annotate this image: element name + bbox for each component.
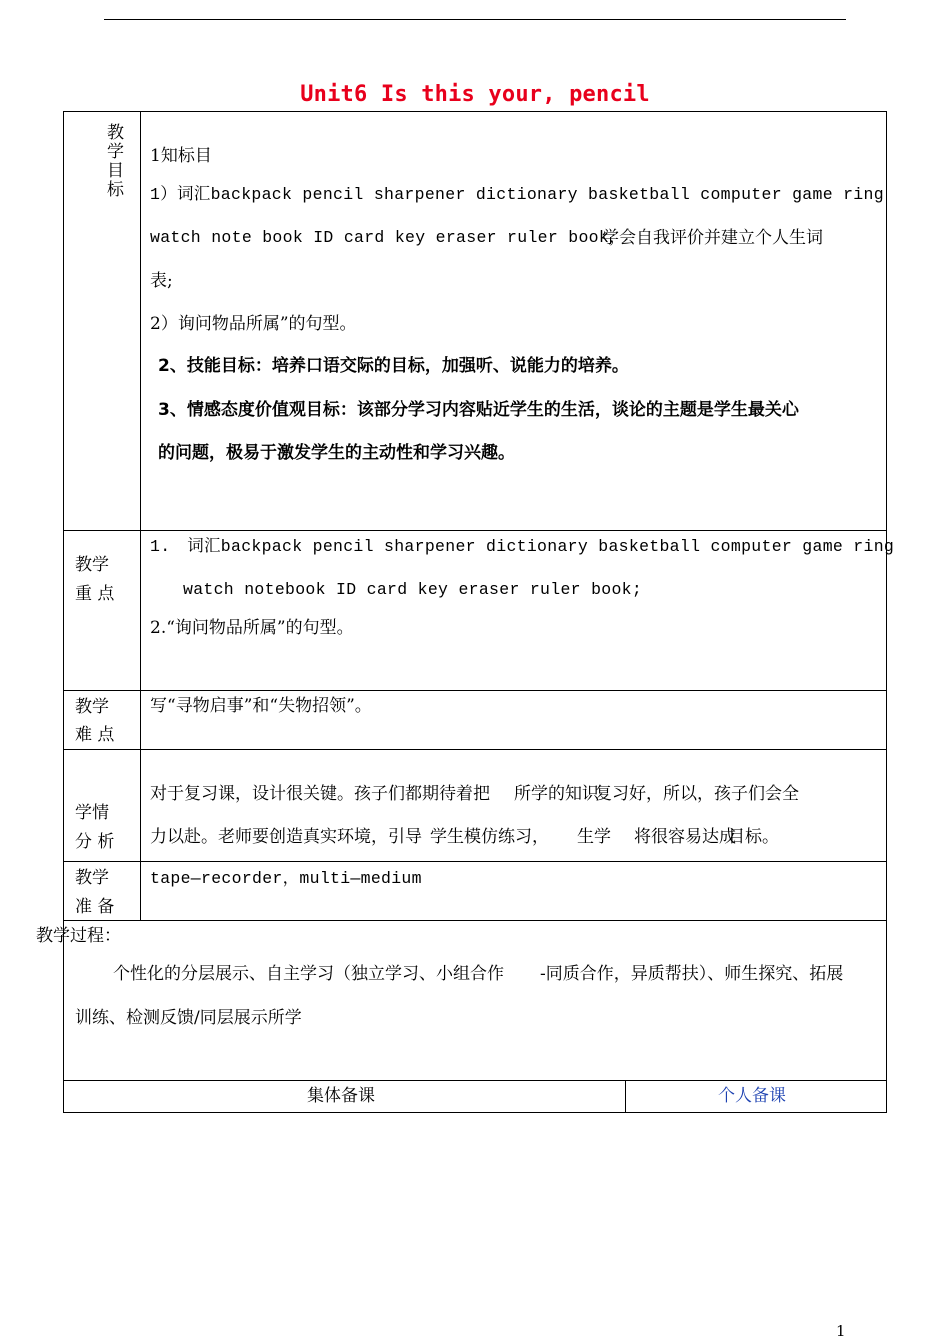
row-divider-4 bbox=[63, 861, 887, 862]
process-label: 教学过程： bbox=[36, 926, 121, 946]
page-number: 1 bbox=[836, 1322, 846, 1340]
objectives-line-4: 表; bbox=[150, 271, 173, 291]
objectives-line-7: 3、情感态度价值观目标：该部分学习内容贴近学生的生活，谈论的主题是学生最关心 bbox=[158, 400, 799, 420]
preparation-label-2: 准 备 bbox=[75, 897, 115, 917]
collective-prep-header: 集体备课 bbox=[307, 1086, 375, 1106]
objectives-line-3: watch note book ID card key eraser ruler book， bbox=[150, 228, 626, 247]
analysis-line-1c: 复习好，所以，孩子们会全 bbox=[595, 784, 799, 804]
analysis-label-1: 学情 bbox=[75, 803, 109, 823]
row-divider-1 bbox=[63, 530, 887, 531]
process-line-1a: 个性化的分层展示、自主学习（独立学习、小组合作 bbox=[113, 964, 504, 984]
difficulties-label-2: 难 点 bbox=[75, 725, 115, 745]
label-column-divider bbox=[140, 111, 141, 921]
analysis-line-1b: 所学的知识 bbox=[514, 784, 599, 804]
analysis-line-1a: 对于复习课，设计很关键。孩子们都期待着把 bbox=[150, 784, 490, 804]
personal-prep-header: 个人备课 bbox=[718, 1086, 786, 1106]
process-line-1b: -同质合作，异质帮扶）、师生探究、拓展 bbox=[540, 964, 844, 984]
keypoints-line-1: 1. 词汇backpack pencil sharpener dictionary basketball computer game ring bbox=[150, 537, 895, 556]
lesson-plan-table bbox=[63, 111, 887, 1113]
process-line-2: 训练、检测反馈/同层展示所学 bbox=[75, 1008, 302, 1028]
analysis-line-2c: 生学 bbox=[577, 827, 611, 847]
objectives-label-3: 目 bbox=[107, 161, 124, 181]
objectives-line-6: 2、技能目标：培养口语交际的目标，加强听、说能力的培养。 bbox=[158, 356, 629, 376]
row-divider-2 bbox=[63, 690, 887, 691]
objectives-line-5: 2）询问物品所属”的句型。 bbox=[150, 314, 357, 334]
preparation-label-1: 教学 bbox=[75, 868, 109, 888]
preparation-text: tape—recorder，multi—medium bbox=[150, 869, 422, 888]
objectives-label-2: 学 bbox=[107, 142, 124, 162]
analysis-line-2b: 学生模仿练习， bbox=[430, 827, 549, 847]
row-divider-6 bbox=[63, 1080, 887, 1081]
objectives-line-3b: 学会自我评价并建立个人生词 bbox=[602, 228, 823, 248]
keypoints-line-2: watch notebook ID card key eraser ruler book; bbox=[183, 580, 643, 599]
objectives-label-4: 标 bbox=[107, 180, 124, 200]
keypoints-line-3: 2.“询问物品所属”的句型。 bbox=[150, 618, 354, 638]
analysis-line-2e: 目标。 bbox=[728, 827, 779, 847]
difficulties-text: 写“寻物启事”和“失物招领”。 bbox=[150, 696, 372, 716]
analysis-line-2d: 将很容易达成 bbox=[634, 827, 736, 847]
row-divider-5 bbox=[63, 920, 887, 921]
analysis-label-2: 分 析 bbox=[75, 832, 115, 852]
row-divider-3 bbox=[63, 749, 887, 750]
objectives-line-1: 1知标目 bbox=[150, 146, 212, 166]
objectives-label-1: 教 bbox=[107, 123, 124, 143]
analysis-line-2a: 力以赴。老师要创造真实环境，引导 bbox=[150, 827, 422, 847]
objectives-line-2: 1）词汇backpack pencil sharpener dictionary basketball computer game ring bbox=[150, 185, 884, 204]
keypoints-label-1: 教学 bbox=[75, 555, 109, 575]
footer-column-divider bbox=[625, 1080, 626, 1113]
difficulties-label-1: 教学 bbox=[75, 697, 109, 717]
header-rule bbox=[104, 19, 846, 20]
keypoints-label-2: 重 点 bbox=[75, 584, 115, 604]
objectives-line-8: 的问题，极易于激发学生的主动性和学习兴趣。 bbox=[158, 443, 515, 463]
page-title: Unit6 Is this your, pencil bbox=[300, 82, 650, 107]
